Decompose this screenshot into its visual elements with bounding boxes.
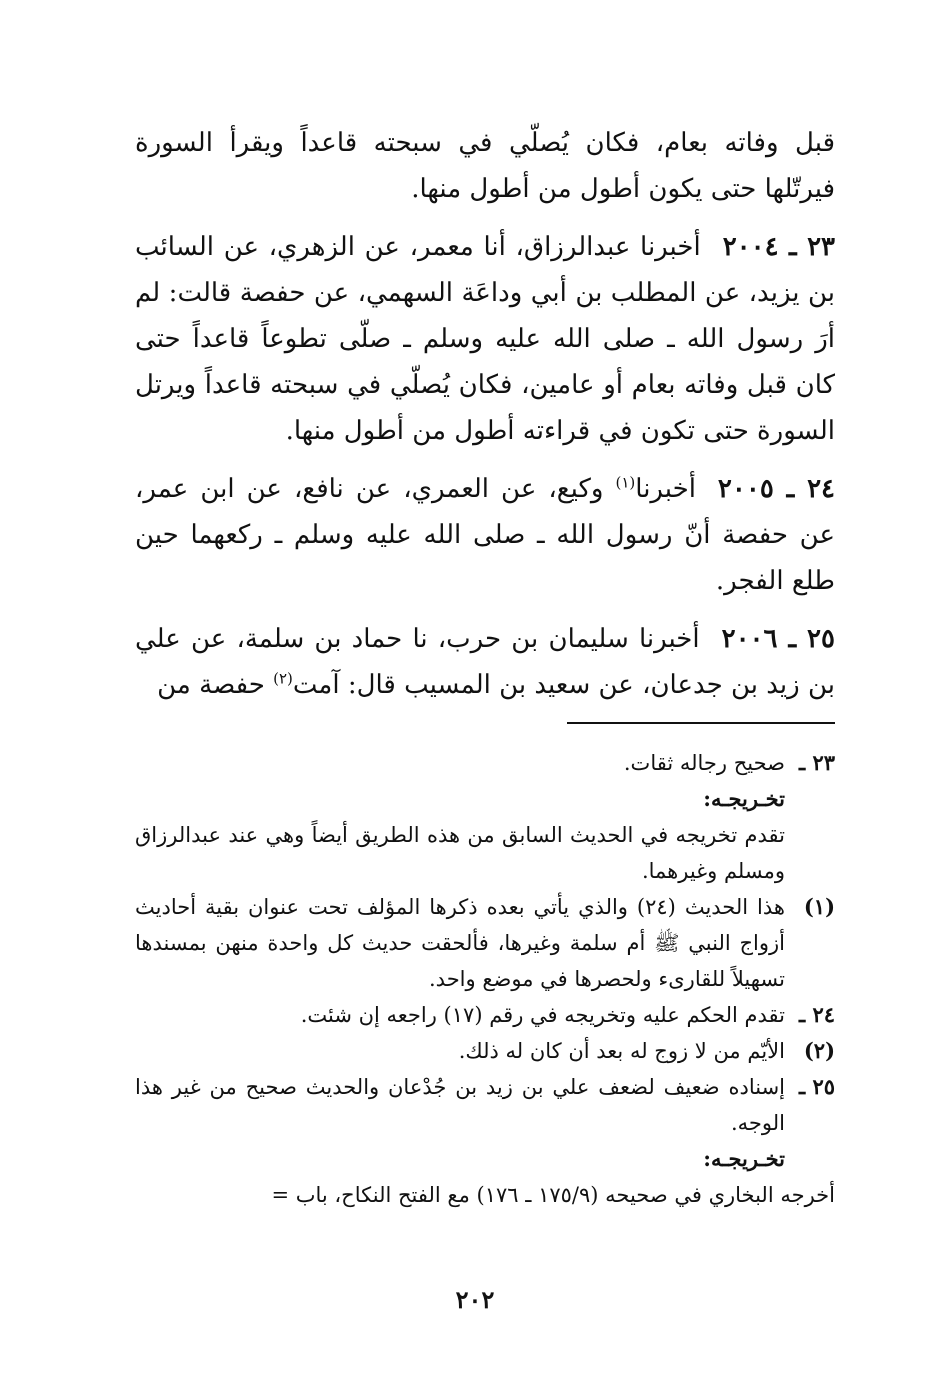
note-marker: (٢) (803, 1038, 835, 1063)
hadith-text: أخبرنا سليمان بن حرب، نا حماد بن سلمة، عن علي بن زيد بن جدعان، عن سعيد بن المسيب قال: آمت (135, 624, 835, 700)
note-24 (135, 997, 835, 1033)
note-text: تقدم الحكم عليه وتخريجه في رقم (١٧) راجعه إن شئت. (300, 1003, 785, 1027)
footnote-ref[interactable]: (١) (615, 473, 636, 492)
footnote-1 (135, 889, 835, 997)
hadith-text: حفصة من (157, 670, 265, 700)
hadith-2006 (135, 616, 835, 708)
note-marker: ٢٥ ـ (798, 1074, 835, 1099)
hadith-2004 (135, 224, 835, 454)
takhrij-heading: تخـريجـه: (703, 1146, 785, 1171)
footnote-ref[interactable]: (٢) (273, 669, 293, 688)
note-text: صحيح رجاله ثقات. (623, 751, 785, 775)
hadith-number: ٢٣ ـ ٢٠٠٤ (722, 232, 836, 262)
hadith-text: أخبرنا (635, 474, 696, 504)
takhrij-heading: تخـريجـه: (703, 786, 785, 811)
takhrij-text: أخرجه البخاري في صحيحه (١٧٥/٩ ـ ١٧٦) مع الفتح النكاح، باب = (271, 1183, 835, 1207)
note-marker: ٢٤ ـ (798, 1002, 835, 1027)
footnotes (135, 745, 835, 1213)
note-25 (135, 1069, 835, 1141)
note-text: هذا الحديث (٢٤) والذي يأتي بعده ذكرها المؤلف تحت عنوان بقية أحاديث أزواج النبي ﷺ أم سلمة وغيرها، فألحقت حديث كل واحدة منهن بمسندها تسهيلاً للقارىء ولحصرها في موضع واحد. (135, 895, 785, 991)
note-23 (135, 745, 835, 781)
page-number: ٢٠٢ (455, 1285, 495, 1314)
document-page (135, 0, 835, 1399)
note-text: الأيّم من لا زوج له بعد أن كان له ذلك. (458, 1039, 785, 1063)
hadith-number: ٢٥ ـ ٢٠٠٦ (721, 624, 835, 654)
paragraph-continuation (135, 120, 835, 212)
hadith-text: وكيع، عن العمري، عن نافع، عن ابن عمر، عن حفصة أنّ رسول الله ـ صلى الله عليه وسلم ـ ركعهما حين طلع الفجر. (135, 474, 835, 596)
note-marker: ٢٣ ـ (798, 750, 835, 775)
hadith-number: ٢٤ ـ ٢٠٠٥ (717, 474, 836, 504)
takhrij-text: تقدم تخريجه في الحديث السابق من هذه الطريق أيضاً وهي عند عبدالرزاق ومسلم وغيرهما. (135, 823, 785, 883)
paragraph-text: قبل وفاته بعام، فكان يُصلّي في سبحته قاعداً ويقرأ السورة فيرتّلها حتى يكون أطول من أطول منها. (135, 128, 835, 204)
footnote-divider (567, 722, 835, 724)
hadith-text: أخبرنا عبدالرزاق، أنا معمر، عن الزهري، عن السائب بن يزيد، عن المطلب بن أبي وداعَة السهمي، عن حفصة قالت: لم أرَ رسول الله ـ صلى الله عليه وسلم ـ صلّى تطوعاً قاعداً حتى كان قبل وفاته بعام أو عامين، فكان يُصلّي في سبحته قاعداً ويرتل السورة حتى تكون في قراءته أطول من أطول منها. (135, 232, 835, 446)
note-marker: (١) (803, 894, 835, 919)
main-text (135, 120, 835, 720)
note-text: إسناده ضعيف لضعف علي بن زيد بن جُدْعان والحديث صحيح من غير هذا الوجه. (135, 1075, 785, 1135)
hadith-2005 (135, 466, 835, 604)
footnote-2 (135, 1033, 835, 1069)
